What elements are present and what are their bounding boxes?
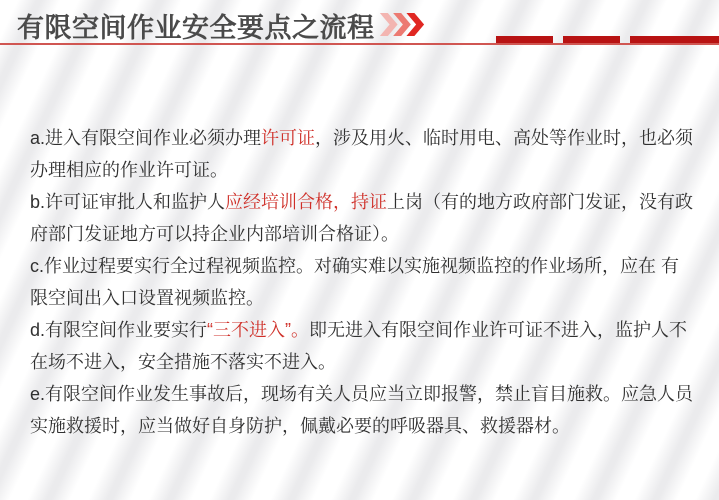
paragraph-b xyxy=(30,186,695,250)
highlight-text: 许可证 xyxy=(261,128,316,148)
body-text: b.许可证审批人和监护人 xyxy=(30,192,226,212)
slide-header xyxy=(0,0,719,48)
page-title: 有限空间作业安全要点之流程 xyxy=(17,13,375,43)
body-text: d.有限空间作业要实行 xyxy=(30,320,208,340)
paragraph-e xyxy=(30,378,695,442)
body-text: e.有限空间作业发生事故后，现场有关人员应当立即报警，禁止盲目施救。应急人员实施救援时，应当做好自身防护，佩戴必要的呼吸器具、救援器材。 xyxy=(30,384,694,436)
paragraph-c xyxy=(30,250,695,314)
accent-bar xyxy=(563,36,620,43)
body-text: c.作业过程要实行全过程视频监控。对确实难以实施视频监控的作业场所，应在 有 限空间出入口设置视频监控。 xyxy=(30,256,679,308)
accent-bar xyxy=(496,36,553,43)
header-accent-bars xyxy=(496,36,719,43)
body-text-block xyxy=(30,122,695,442)
paragraph-d xyxy=(30,314,695,378)
body-text: a.进入有限空间作业必须办理 xyxy=(30,128,262,148)
accent-bar xyxy=(630,36,719,43)
body-text: 即无进入有限空间作业许可证不进入，监护人不在场不进入，安全措施不落实不进入。 xyxy=(30,320,688,372)
body-text: 上岗（有的地方政府部门发证，没有政府部门发证地方可以持企业内部培训合格证）。 xyxy=(30,192,694,244)
triple-chevron-right-icon xyxy=(377,13,427,36)
title-underline xyxy=(0,43,719,45)
highlight-text: “三不进入”。 xyxy=(207,320,310,340)
paragraph-a xyxy=(30,122,695,186)
highlight-text: 应经培训合格，持证 xyxy=(225,192,388,212)
body-text: ，涉及用火、临时用电、高处等作业时，也必须办理相应的作业许可证。 xyxy=(30,128,694,180)
